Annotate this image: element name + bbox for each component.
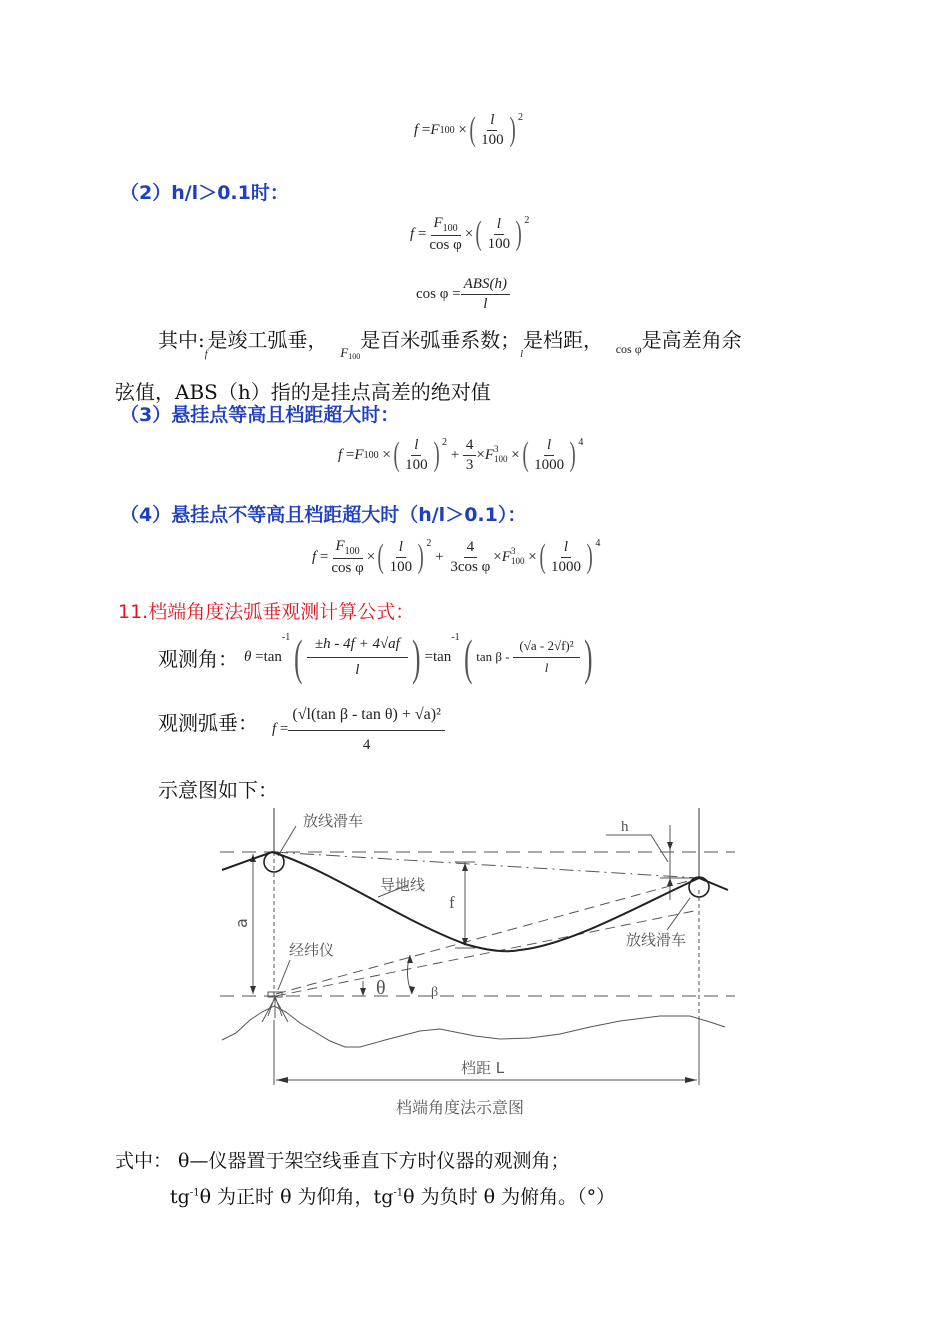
tan-function: tan <box>432 648 452 665</box>
label-observation-sag: 观测弧垂： <box>158 711 258 736</box>
denominator: cos φ <box>429 237 462 253</box>
equals-sign: = <box>255 648 264 665</box>
heading-case-3: （3）悬挂点等高且档距超大时： <box>120 404 400 426</box>
right-paren: ) <box>509 111 516 148</box>
numerator: l <box>396 539 406 558</box>
plus-sign: + <box>435 548 444 565</box>
label-a: a <box>232 918 251 928</box>
denominator: l <box>355 661 360 678</box>
symbol-F: F <box>335 538 345 554</box>
inverse-exponent: -1 <box>281 632 291 643</box>
heading-case-2: （2）h/l＞0.1时： <box>120 182 289 204</box>
left-paren: ( <box>522 436 529 473</box>
right-paren: ) <box>583 629 593 685</box>
denominator: 4 <box>362 736 371 753</box>
plus-sign: + <box>450 446 460 463</box>
numerator: ABS(h) <box>461 276 510 295</box>
right-paren: ) <box>586 538 593 576</box>
superscript: -1 <box>393 1187 404 1199</box>
symbol-F: F <box>484 446 495 463</box>
symbol-f: f <box>338 446 343 463</box>
tan-function: tan <box>263 648 282 665</box>
subscript: 100 <box>344 546 360 557</box>
right-paren: ) <box>412 629 421 685</box>
tripod-icon <box>262 996 288 1022</box>
label-left-pulley: 放线滑车 <box>303 812 364 830</box>
label-beta: β <box>431 985 439 1000</box>
arrowhead <box>360 988 366 996</box>
symbol-cos-phi: cos φ <box>615 342 642 356</box>
right-paren: ) <box>515 215 522 253</box>
equals-sign: = <box>417 225 427 242</box>
symbol-f: f <box>204 349 208 360</box>
right-pulley-leader <box>667 898 690 930</box>
exponent: 4 <box>595 538 601 549</box>
label-theta: θ <box>376 977 386 999</box>
denominator: l <box>544 659 549 675</box>
left-paren: ( <box>539 538 546 576</box>
text: 其中: <box>158 328 205 352</box>
text: 是百米弧垂系数； <box>360 328 521 352</box>
times-sign: × <box>493 548 502 565</box>
superscript: -1 <box>189 1187 200 1199</box>
times-sign: × <box>382 446 391 463</box>
left-paren: ( <box>377 538 385 576</box>
exponent: 2 <box>426 538 432 549</box>
numerator: (√a - 2√f)² <box>513 639 579 657</box>
equals-sign: = <box>345 446 355 463</box>
symbol-f: f <box>312 548 317 565</box>
times-sign: × <box>511 446 520 463</box>
right-paren: ) <box>569 436 576 473</box>
denominator: 3 <box>465 456 474 473</box>
label-observation-angle: 观测角： <box>158 646 238 671</box>
times-sign: × <box>458 121 467 138</box>
symbol-F: F <box>354 446 364 463</box>
label-h: h <box>621 819 629 835</box>
numerator: (√l(tan β - tan θ) + √a)² <box>288 706 444 731</box>
subscript: 100 <box>439 124 455 136</box>
arrowhead <box>276 1077 288 1083</box>
arrowhead <box>250 986 256 994</box>
times-sign: × <box>464 225 474 242</box>
superscript: 3 <box>510 546 516 557</box>
denominator: 1000 <box>550 558 581 575</box>
exponent: 2 <box>441 437 447 448</box>
times-sign: × <box>528 548 537 565</box>
left-paren: ( <box>475 215 483 253</box>
arrowhead <box>409 986 415 994</box>
subscript: 100 <box>363 449 379 461</box>
ground-profile <box>222 1006 725 1047</box>
text: 是档距， <box>522 328 603 352</box>
numerator: l <box>561 539 571 558</box>
equals-sign: = <box>279 721 289 738</box>
tan-beta: tan β - <box>476 649 510 664</box>
label-conductor: 导地线 <box>380 876 426 894</box>
notes-line-1: 式中： θ—仪器置于架空线垂直下方时仪器的观测角； <box>115 1150 570 1172</box>
notes-line-2 <box>170 1182 615 1209</box>
symbol-l: l <box>520 349 523 360</box>
subscript: 100 <box>348 352 361 361</box>
exponent: 4 <box>578 437 584 448</box>
equals-sign: = <box>421 121 431 138</box>
symbol-cos-phi: cos φ <box>416 285 449 302</box>
denominator: l <box>483 295 488 312</box>
numerator: 4 <box>463 437 477 456</box>
exponent: 2 <box>517 112 523 123</box>
arrowhead <box>667 878 673 886</box>
subscript: 100 <box>510 556 525 567</box>
arrowhead <box>407 955 413 963</box>
equals-sign: = <box>424 648 433 665</box>
text: θ 为负时 θ 为俯角。（°） <box>403 1186 616 1208</box>
heading-section-11: 11.档端角度法弧垂观测计算公式： <box>118 601 415 623</box>
denominator: 100 <box>481 131 504 148</box>
chord-line <box>274 852 699 878</box>
right-paren: ) <box>417 538 424 576</box>
left-paren: ( <box>393 436 400 473</box>
denominator: 100 <box>487 235 511 252</box>
numerator: l <box>544 437 554 456</box>
equals-sign: = <box>319 548 329 565</box>
diagram-intro: 示意图如下： <box>158 778 278 802</box>
symbol-F: F <box>433 215 443 231</box>
inverse-exponent: -1 <box>451 632 460 643</box>
numerator: 4 <box>464 539 478 558</box>
exponent: 2 <box>524 215 530 226</box>
symbol-f: f <box>410 225 415 242</box>
times-sign: × <box>366 548 376 565</box>
denominator: cos φ <box>331 560 364 576</box>
denominator: 100 <box>389 558 413 575</box>
heading-case-4: （4）悬挂点不等高且档距超大时（h/l＞0.1）： <box>120 504 527 526</box>
text: tg <box>170 1186 190 1208</box>
numerator: l <box>411 437 421 456</box>
numerator: ±h - 4f + 4√af <box>307 636 408 658</box>
numerator: l <box>487 112 497 131</box>
subscript: 100 <box>442 223 458 234</box>
numerator: l <box>494 216 504 235</box>
label-f: f <box>449 893 455 912</box>
equals-sign: = <box>452 285 461 302</box>
sight-line-theta <box>276 910 699 996</box>
denominator: 3cos φ <box>450 558 491 575</box>
explanation-line-2: 弦值，ABS（h）指的是挂点高差的绝对值 <box>115 380 491 404</box>
theodolite-leader <box>278 960 290 990</box>
h-leader-line <box>606 835 668 862</box>
text: θ 为正时 θ 为仰角，tg <box>199 1186 394 1208</box>
left-paren: ( <box>463 629 473 685</box>
label-span: 档距 L <box>461 1059 505 1077</box>
arrowhead <box>667 842 673 850</box>
symbol-f: f <box>414 121 419 138</box>
denominator: 100 <box>405 456 428 473</box>
symbol-F: F <box>430 121 440 138</box>
left-paren: ( <box>294 629 303 685</box>
text: 是竣工弧垂， <box>207 328 328 352</box>
superscript: 3 <box>494 444 499 455</box>
denominator: 1000 <box>534 456 565 473</box>
symbol-f: f <box>272 721 277 738</box>
symbol-theta: θ <box>244 648 252 665</box>
times-sign: × <box>476 446 485 463</box>
symbol-F: F <box>340 345 349 360</box>
left-paren: ( <box>469 111 476 148</box>
subscript: 100 <box>494 454 508 464</box>
text: 是高差角余 <box>641 328 742 352</box>
label-theodolite: 经纬仪 <box>289 941 335 959</box>
label-right-pulley: 放线滑车 <box>626 931 687 949</box>
arrowhead <box>685 1077 697 1083</box>
right-paren: ) <box>433 436 440 473</box>
symbol-F: F <box>501 548 511 565</box>
diagram-caption: 档端角度法示意图 <box>396 1098 525 1117</box>
